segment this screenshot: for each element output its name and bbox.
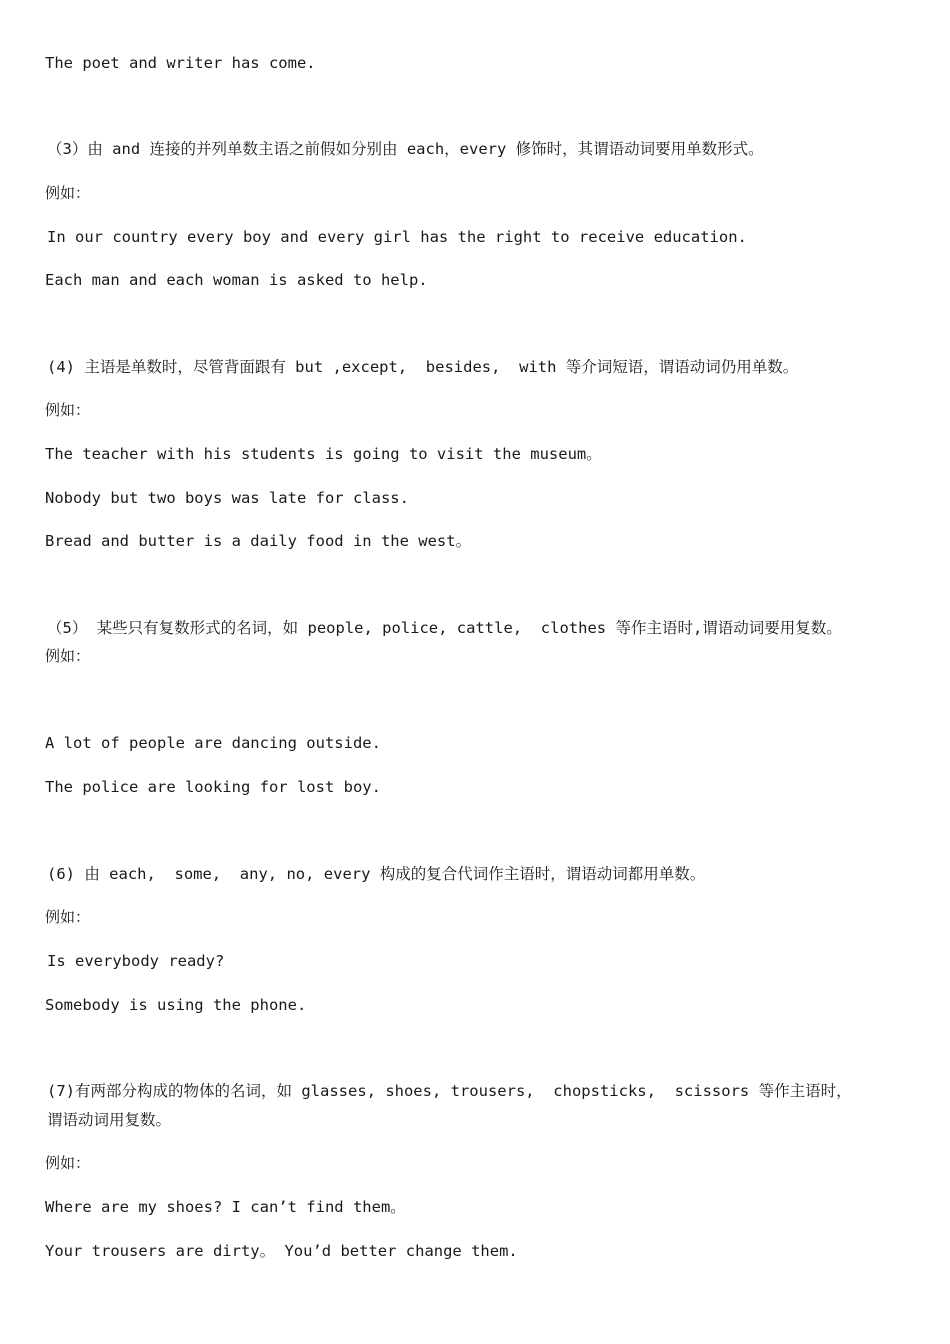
example-sentence: Each man and each woman is asked to help. [45,271,428,289]
example-label: 例如： [45,908,91,926]
example-sentence: Your trousers are dirty。 You’d better change them. [45,1242,518,1260]
rule-5: （5） 某些只有复数形式的名词，如 people, police, cattle, clothes 等作主语时,谓语动词要用复数。 [47,619,842,637]
example-sentence: In our country every boy and every girl has the right to receive education. [47,228,747,246]
example-sentence: Where are my shoes? I can’t find them。 [45,1198,406,1216]
example-sentence: The police are looking for lost boy. [45,778,381,796]
example-label: 例如： [45,184,91,202]
rule-6: (6) 由 each, some, any, no, every 构成的复合代词作主语时，谓语动词都用单数。 [47,865,706,883]
example-sentence: Bread and butter is a daily food in the west。 [45,532,472,550]
example-label: 例如： [45,1154,91,1172]
example-sentence: The teacher with his students is going to visit the museum。 [45,445,602,463]
example-label: 例如： [45,647,91,665]
example-sentence: A lot of people are dancing outside. [45,734,381,752]
example-sentence: The poet and writer has come. [45,54,316,72]
example-sentence: Somebody is using the phone. [45,996,307,1014]
rule-7-continued: 谓语动词用复数。 [47,1111,172,1129]
example-sentence: Is everybody ready? [47,952,225,970]
rule-3: （3）由 and 连接的并列单数主语之前假如分别由 each，every 修饰时，其谓语动词要用单数形式。 [47,140,764,158]
example-label: 例如： [45,401,91,419]
rule-4: (4) 主语是单数时，尽管背面跟有 but ,except, besides, with 等介词短语，谓语动词仍用单数。 [47,358,799,376]
example-sentence: Nobody but two boys was late for class. [45,489,409,507]
rule-7: (7)有两部分构成的物体的名词，如 glasses, shoes, trousers, chopsticks, scissors 等作主语时， [47,1082,852,1100]
